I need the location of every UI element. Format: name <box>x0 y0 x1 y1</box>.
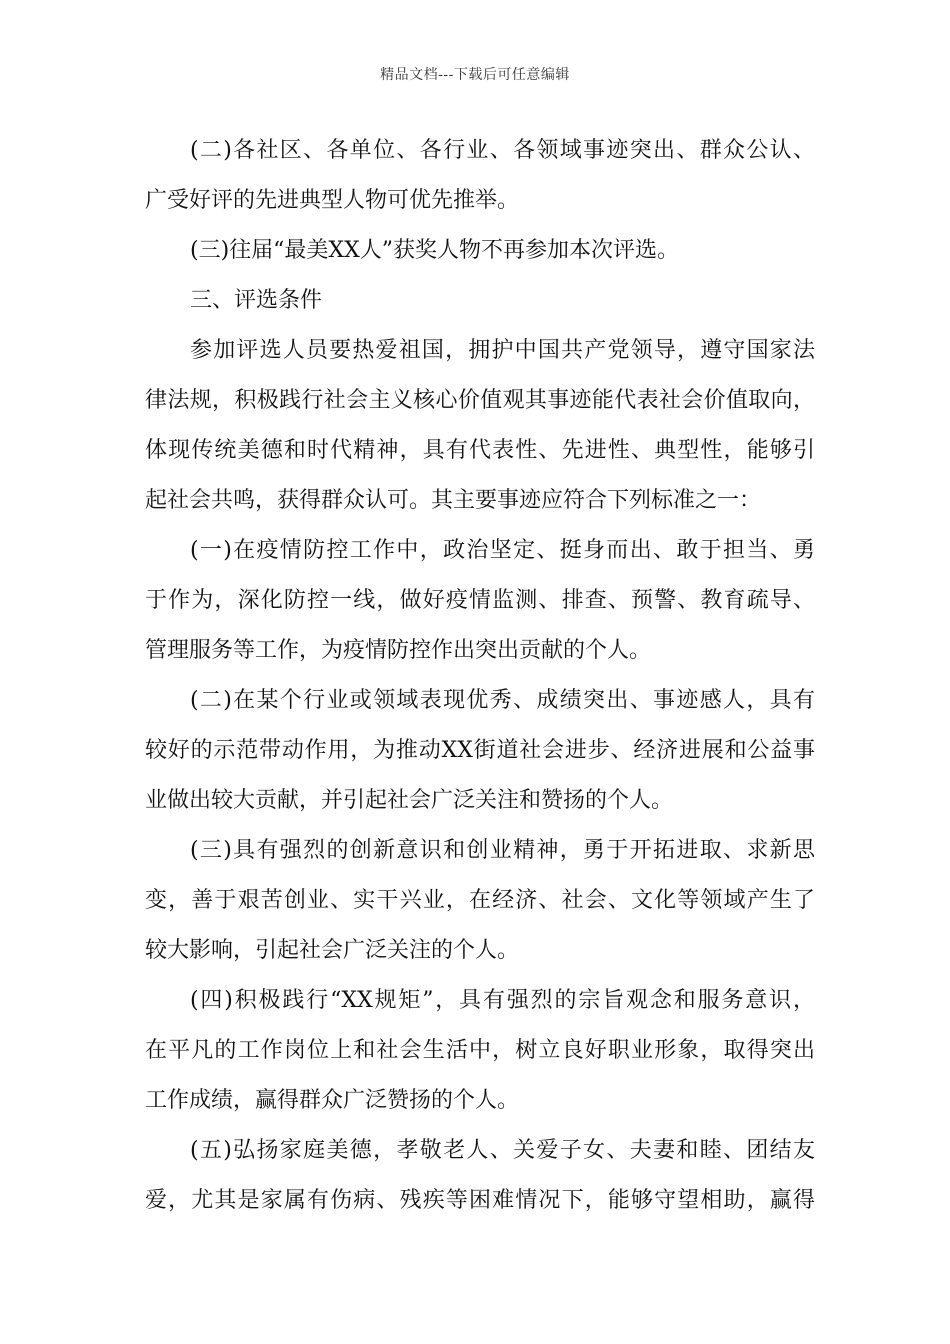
document-body <box>145 126 815 1226</box>
text-line: 律法规，积极践行社会主义核心价值观其事迹能代表社会价值取向， <box>145 388 815 413</box>
text-line: 广受好评的先进典型人物可优先推举。 <box>145 188 520 213</box>
text-line: 较大影响，引起社会广泛关注的个人。 <box>145 938 520 963</box>
text-line: 起社会共鸣，获得群众认可。其主要事迹应符合下列标准之一： <box>145 488 762 513</box>
text-line: 爱，尤其是家属有伤病、残疾等困难情况下，能够守望相助，赢得 <box>145 1188 815 1213</box>
text-line: 管理服务等工作，为疫情防控作出突出贡献的个人。 <box>145 638 652 663</box>
text-line: 较好的示范带动作用，为推动XX街道社会进步、经济进展和公益事 <box>145 738 815 763</box>
text-line: (三)往届“最美XX人”获奖人物不再参加本次评选。 <box>190 238 679 263</box>
text-line: (二)在某个行业或领域表现优秀、成绩突出、事迹感人，具有 <box>190 688 815 713</box>
text-line: (五)弘扬家庭美德，孝敬老人、关爱子女、夫妻和睦、团结友 <box>190 1138 815 1163</box>
page-header: 精品文档---下载后可任意编辑 <box>380 67 570 83</box>
text-line: 于作为，深化防控一线，做好疫情监测、排查、预警、教育疏导、 <box>145 588 815 613</box>
text-line: 在平凡的工作岗位上和社会生活中，树立良好职业形象，取得突出 <box>145 1038 815 1063</box>
text-line: 三、评选条件 <box>190 288 323 313</box>
text-line: 参加评选人员要热爱祖国，拥护中国共产党领导，遵守国家法 <box>190 338 815 363</box>
text-line: 工作成绩，赢得群众广泛赞扬的个人。 <box>145 1088 520 1113</box>
text-line: (一)在疫情防控工作中，政治坚定、挺身而出、敢于担当、勇 <box>190 538 815 563</box>
text-line: (四)积极践行“XX规矩”，具有强烈的宗旨观念和服务意识， <box>190 988 815 1013</box>
text-line: 业做出较大贡献，并引起社会广泛关注和赞扬的个人。 <box>145 788 674 813</box>
text-line: (三)具有强烈的创新意识和创业精神，勇于开拓进取、求新思 <box>190 838 815 863</box>
text-line: (二)各社区、各单位、各行业、各领域事迹突出、群众公认、 <box>190 138 815 163</box>
text-line: 变，善于艰苦创业、实干兴业，在经济、社会、文化等领域产生了 <box>145 888 815 913</box>
text-line: 体现传统美德和时代精神，具有代表性、先进性、典型性，能够引 <box>145 438 815 463</box>
